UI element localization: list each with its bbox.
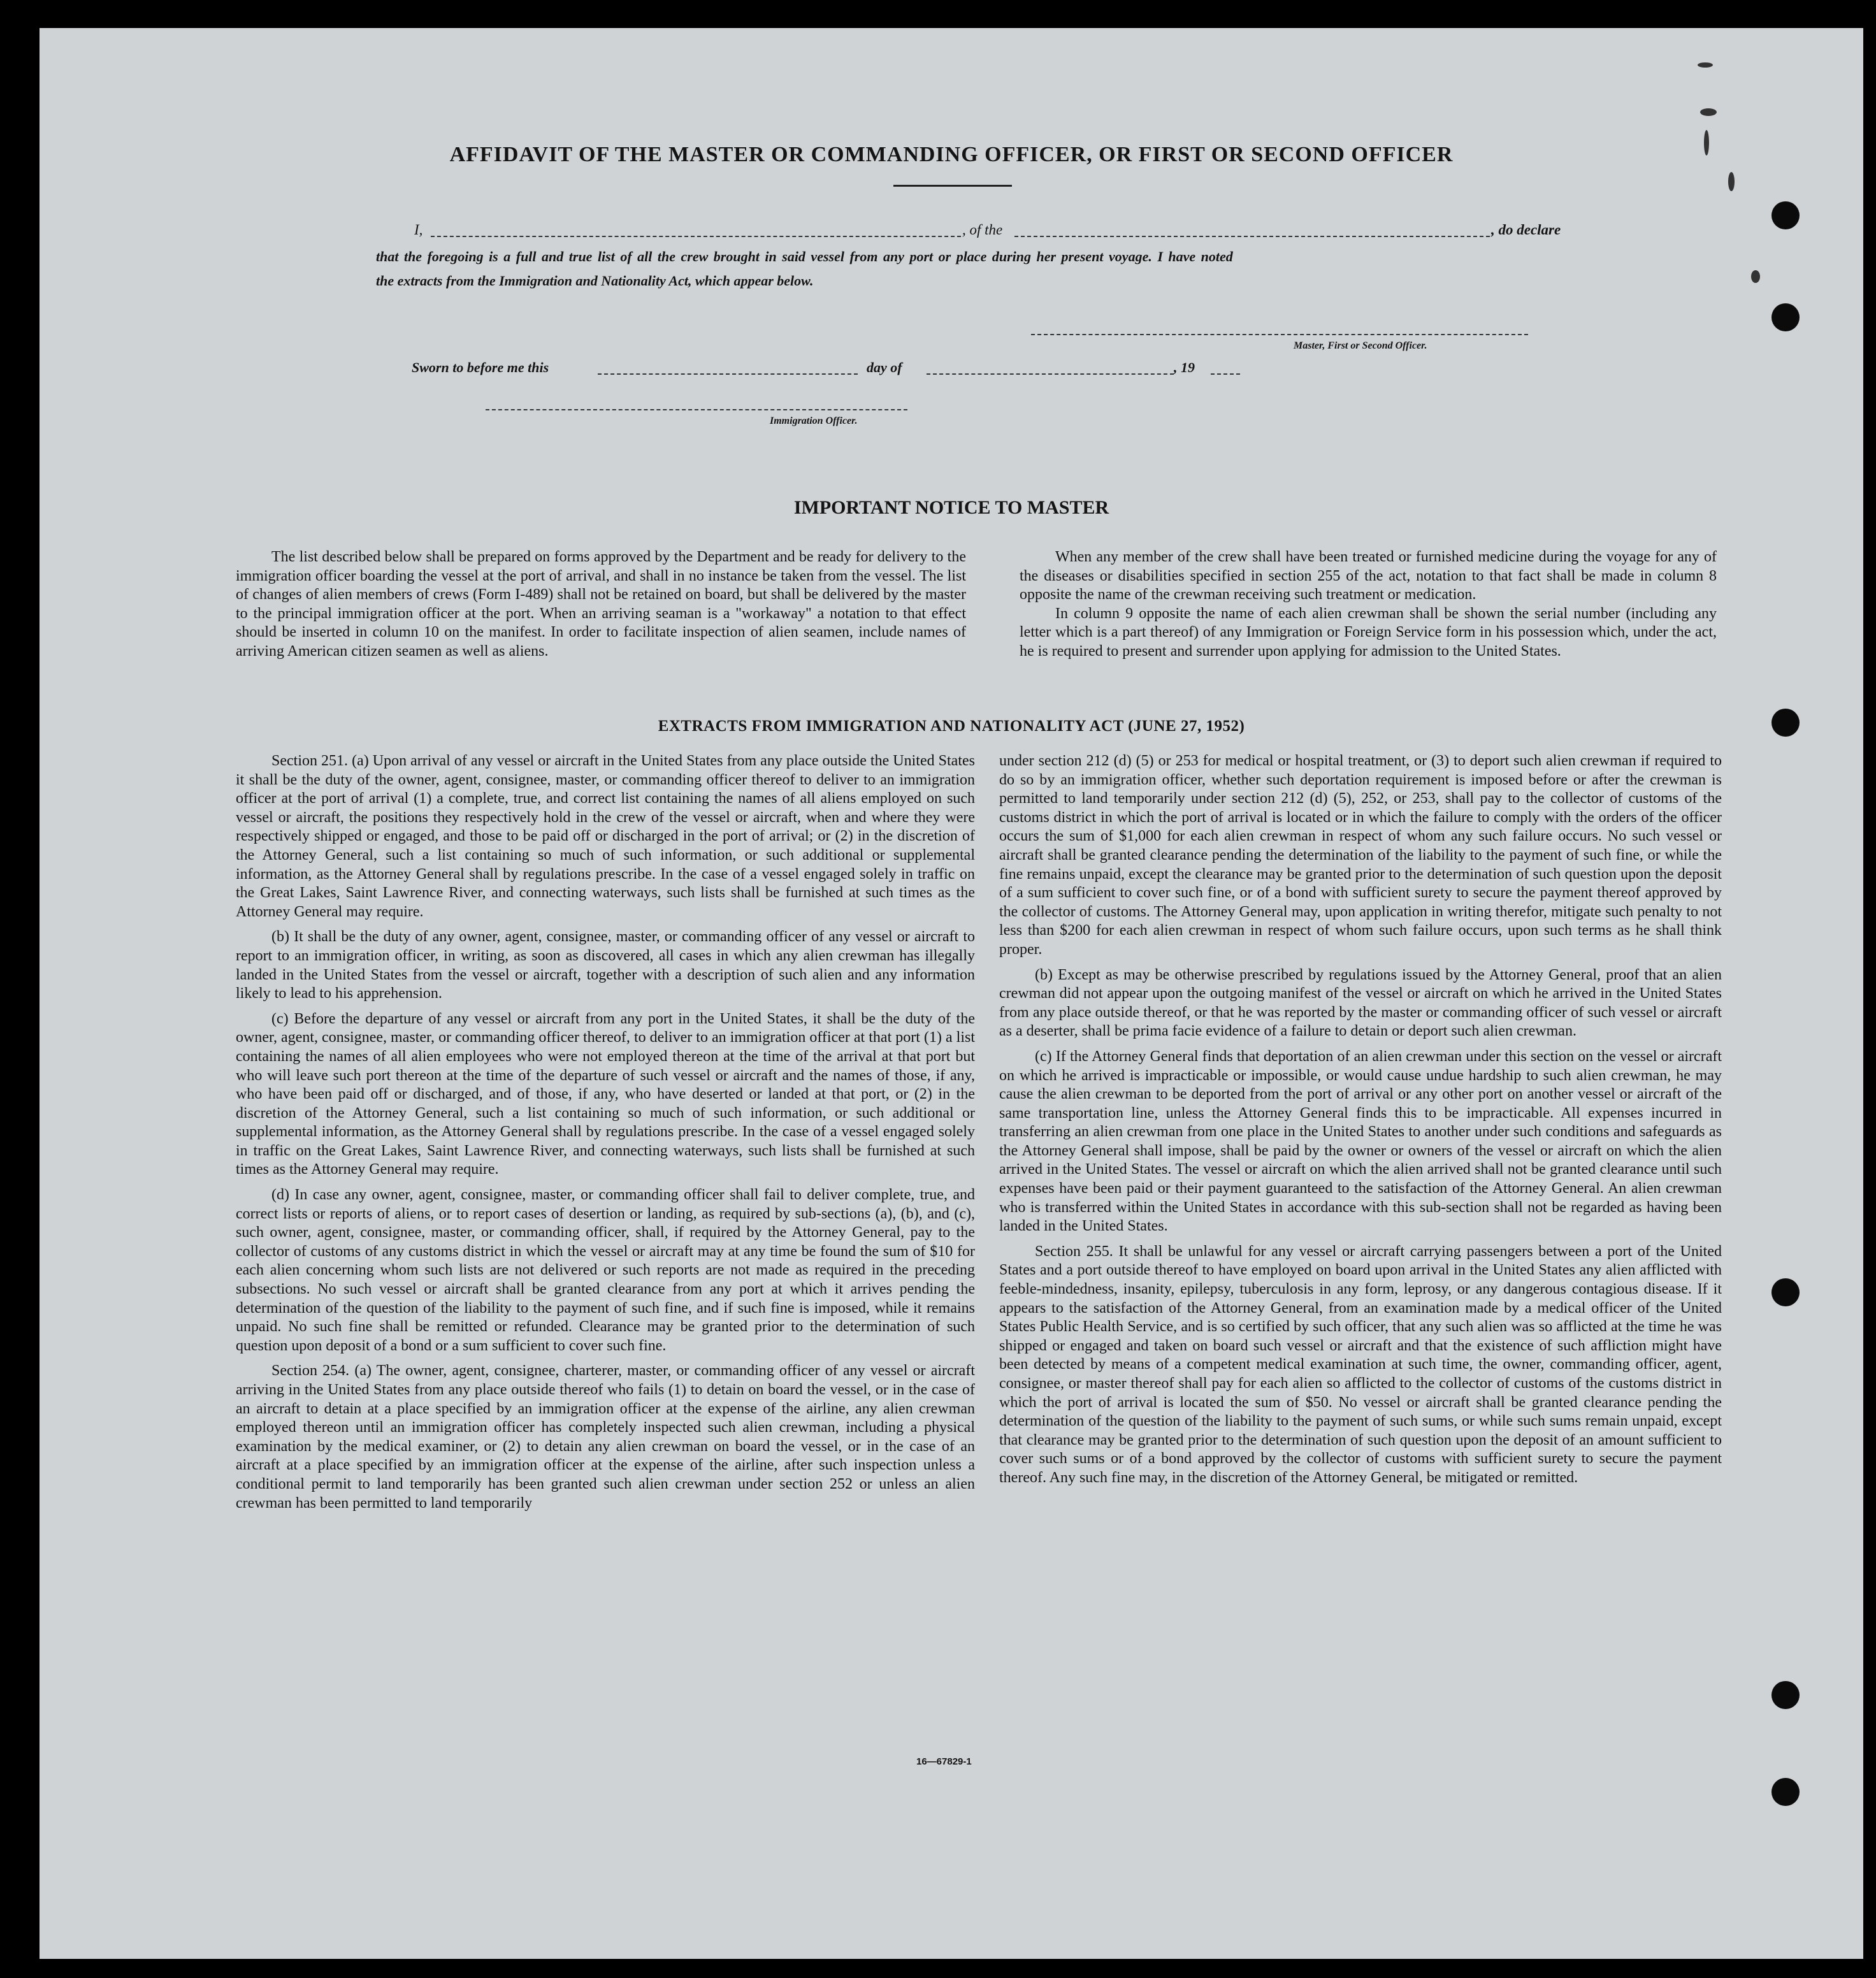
officer-label: Immigration Officer.: [770, 415, 858, 426]
scan-speck: [1704, 130, 1709, 155]
binder-hole: [1771, 201, 1800, 229]
notice-title: IMPORTANT NOTICE TO MASTER: [793, 497, 1109, 518]
scan-speck: [1700, 108, 1717, 116]
sworn-day-blank[interactable]: [598, 373, 858, 375]
day-of-label: day of: [867, 359, 902, 375]
section-paragraph: (c) Before the departure of any vessel or aircraft from any port in the United States, it shall be the duty of the owner, agent, consignee, master, or commanding officer thereof, to deliver to an immigration officer at that port (1) a list containing the names of all alien employees who were not employed thereon at the time of the arrival at that port but who will leave such port thereon at the time of the departure of such vessel or aircraft and the names of those, if any, who have been paid off or discharged, and of those, if any, who have deserted or landed at that port, or (2) in the discretion of the Attorney General, such a list containing so much of such information, or such additional or supplemental information, as the Attorney General shall by regulations prescribe. In the case of a vessel engaged solely in traffic on the Great Lakes, Saint Lawrence River, and connecting waterways, such lists shall be furnished at such times as the Attorney General may require.: [236, 1010, 975, 1178]
section-paragraph: (b) It shall be the duty of any owner, agent, consignee, master, or commanding officer of any vessel or aircraft to report to an immigration officer, in writing, as soon as discovered, all cases in which any alien crewman has illegally landed in the United States from the vessel or aircraft, together with a description of such alien and any information likely to lead to his apprehension.: [236, 928, 975, 1002]
section-paragraph: under section 212 (d) (5) or 253 for medical or hospital treatment, or (3) to deport such alien crewman if required to do so by an immigration officer, whether such deportation requirement is imposed before or after the crewman is permitted to land temporarily under section 212 (d) (5), 252, or 253, shall pay to the collector of customs of the customs district in which the port of arrival is located or in which the failure to comply with the orders of the officer occurs the sum of $1,000 for each alien crewman in respect of whom any such failure occurs. No such vessel or aircraft shall be granted clearance pending the determination of the liability to the payment of such fine, or while the fine remains unpaid, except the clearance may be granted prior to the determination of such question upon the deposit of a sum sufficient to cover such fine, or of a bond with sufficient surety to secure the payment thereof approved by the collector of customs. The Attorney General may, upon application in writing therefor, mitigate such penalty to not less than $200 for each alien crewman in respect of whom such failure occurs, upon such terms as he shall think proper.: [999, 753, 1722, 958]
master-label: Master, First or Second Officer.: [1294, 340, 1427, 351]
form-number: 16—67829-1: [916, 1756, 972, 1767]
section-paragraph: (d) In case any owner, agent, consignee, master, or commanding officer shall fail to deliver complete, true, and correct lists or reports of aliens, or to report cases of desertion or landing, as required by sub-sections (a), (b), and (c), such owner, agent, consignee, master, or commanding officer, shall, if required by the Attorney General, pay to the collector of customs of any customs district in which the vessel or aircraft may at any time be found the sum of $10 for each alien concerning whom such lists are not delivered or such reports are not made as required in the preceding subsections. No such vessel or aircraft shall be granted clearance from any port at which it arrives pending the determination of the question of the liability to the payment of such fine, and if such fine is imposed, while it remains unpaid. No such fine shall be remitted or refunded. Clearance may be granted prior to the determination of such question upon deposit of a bond or a sum sufficient to cover such fine.: [236, 1187, 975, 1354]
officer-signature-blank[interactable]: [486, 409, 907, 410]
extracts-left-column: [236, 752, 975, 1519]
scan-speck: [1728, 172, 1735, 191]
year-label: , 19: [1174, 359, 1195, 375]
notice-paragraph: In column 9 opposite the name of each alien crewman shall be shown the serial number (including any letter which is a part thereof) of any Immigration or Foreign Service form in his possession which, under the act, he is required to present and surrender upon applying for admission to the United States.: [1020, 605, 1717, 660]
title-underline: [893, 185, 1012, 187]
name-blank[interactable]: [431, 236, 961, 237]
affidavit-of-the: , of the: [962, 222, 1003, 238]
notice-left-column: [236, 548, 966, 668]
binder-hole: [1771, 1278, 1800, 1306]
notice-right-column: [1020, 548, 1717, 668]
binder-hole: [1771, 709, 1800, 737]
year-blank[interactable]: [1211, 373, 1240, 375]
scan-speck: [1698, 62, 1713, 68]
affidavit-title: AFFIDAVIT OF THE MASTER OR COMMANDING OFFICER, OR FIRST OR SECOND OFFICER: [449, 143, 1454, 166]
scan-speck: [1751, 270, 1760, 283]
affidavit-i: I,: [414, 222, 423, 238]
document-page: [40, 28, 1863, 1959]
extracts-right-column: [999, 752, 1722, 1494]
binder-hole: [1771, 1681, 1800, 1709]
affidavit-statement: that the foregoing is a full and true list of all the crew brought in said vessel from any port or place during her present voyage. I have noted: [376, 249, 1233, 264]
section-paragraph: (b) Except as may be otherwise prescribed by regulations issued by the Attorney General, proof that an alien crewman did not appear upon the outgoing manifest of the vessel or aircraft on which he arrived in the United States from any place outside thereof, or that he was reported by the master or commanding officer of such vessel or aircraft as a deserter, shall be prima facie evidence of a failure to detain or deport such alien crewman.: [999, 966, 1722, 1040]
extracts-title: EXTRACTS FROM IMMIGRATION AND NATIONALITY ACT (JUNE 27, 1952): [658, 718, 1245, 735]
sworn-label: Sworn to before me this: [412, 359, 549, 375]
affidavit-statement-cont: the extracts from the Immigration and Nationality Act, which appear below.: [376, 273, 814, 289]
section-paragraph: Section 251. (a) Upon arrival of any vessel or aircraft in the United States from any place outside the United States it shall be the duty of the owner, agent, consignee, master, or commanding officer thereof to deliver to an immigration officer at the port of arrival (1) a complete, true, and correct list containing the names of all aliens employed on such vessel or aircraft, the positions they respectively hold in the crew of the vessel or aircraft, when and where they were respectively shipped or engaged, and those to be paid off or discharged in the port of arrival; or (2) in the discretion of the Attorney General, such a list containing so much of such information, or such additional or supplemental information, as the Attorney General shall by regulations prescribe. In the case of a vessel engaged solely in traffic on the Great Lakes, Saint Lawrence River, and connecting waterways, such lists shall be furnished at such times as the Attorney General may require.: [236, 753, 975, 920]
month-blank[interactable]: [927, 373, 1174, 375]
notice-paragraph: The list described below shall be prepared on forms approved by the Department and be ready for delivery to the immigration officer boarding the vessel at the port of arrival, and shall in no instance be taken from the vessel. The list of changes of alien members of crews (Form I-489) shall not be retained on board, but shall be delivered by the master to the principal immigration officer at the port. When an arriving seaman is a "workaway" a notation to that effect should be inserted in column 10 on the manifest. In order to facilitate inspection of alien seamen, include names of arriving American citizen seamen as well as aliens.: [236, 549, 966, 660]
affidavit-declare: , do declare: [1491, 222, 1561, 238]
master-signature-blank[interactable]: [1031, 334, 1528, 335]
binder-hole: [1771, 1778, 1800, 1806]
section-paragraph: Section 254. (a) The owner, agent, consignee, charterer, master, or commanding officer of any vessel or aircraft arriving in the United States from any place outside thereof who fails (1) to detain on board the vessel, or in the case of an aircraft to detain at a place specified by an immigration officer at the expense of the airline, any alien crewman employed thereon until an immigration officer has completely inspected such alien crewman, including a physical examination by the medical examiner, or (2) to detain any alien crewman on board the vessel, or in the case of an aircraft at a place specified by an immigration officer at the expense of the airline, after such inspection unless a conditional permit to land temporarily has been granted such alien crewman under section 252 or unless an alien crewman has been permitted to land temporarily: [236, 1362, 975, 1512]
vessel-blank[interactable]: [1014, 236, 1490, 237]
section-paragraph: Section 255. It shall be unlawful for any vessel or aircraft carrying passengers between a port of the United States and a port outside thereof to have employed on board upon arrival in the United States any alien afflicted with feeble-mindedness, insanity, epilepsy, tuberculosis in any form, leprosy, or any dangerous contagious disease. If it appears to the satisfaction of the Attorney General, from an examination made by a medical officer of the United States Public Health Service, and is so certified by such officer, that any such alien was so afflicted at the time he was shipped or engaged and taken on board such vessel or aircraft and that the existence of such affliction might have been detected by means of a competent medical examination at such time, the owner, commanding officer, agent, consignee, or master thereof shall pay for each alien so afflicted to the collector of customs of the customs district in which the port of arrival is located the sum of $50. No vessel or aircraft shall be granted clearance pending the determination of the question of the liability to the payment of such sums, or while such sums remain unpaid, except that clearance may be granted prior to the determination of such question upon the deposit of an amount sufficient to cover such sums or of a bond approved by the collector of customs with sufficient surety to secure the payment thereof. Any such fine may, in the discretion of the Attorney General, be mitigated or remitted.: [999, 1243, 1722, 1486]
notice-paragraph: When any member of the crew shall have been treated or furnished medicine during the voyage for any of the diseases or disabilities specified in section 255 of the act, notation to that fact shall be made in column 8 opposite the name of the crewman receiving such treatment or medication.: [1020, 549, 1717, 603]
binder-hole: [1771, 303, 1800, 331]
section-paragraph: (c) If the Attorney General finds that deportation of an alien crewman under this section on the vessel or aircraft on which he arrived is impracticable or impossible, or would cause undue hardship to such alien crewman, he may cause the alien crewman to be deported from the port of arrival or any other port on another vessel or aircraft of the same transportation line, unless the Attorney General finds this to be impracticable. All expenses incurred in transferring an alien crewman from one place in the United States to another under such conditions and safeguards as the Attorney General shall impose, shall be paid by the owner or owners of the vessel or aircraft on which the alien arrived in the United States. The vessel or aircraft on which the alien arrived shall not be granted clearance until such expenses have been paid or their payment guaranteed to the satisfaction of the Attorney General. An alien crewman who is transferred within the United States in accordance with this sub-section shall not be regarded as having been landed in the United States.: [999, 1048, 1722, 1235]
